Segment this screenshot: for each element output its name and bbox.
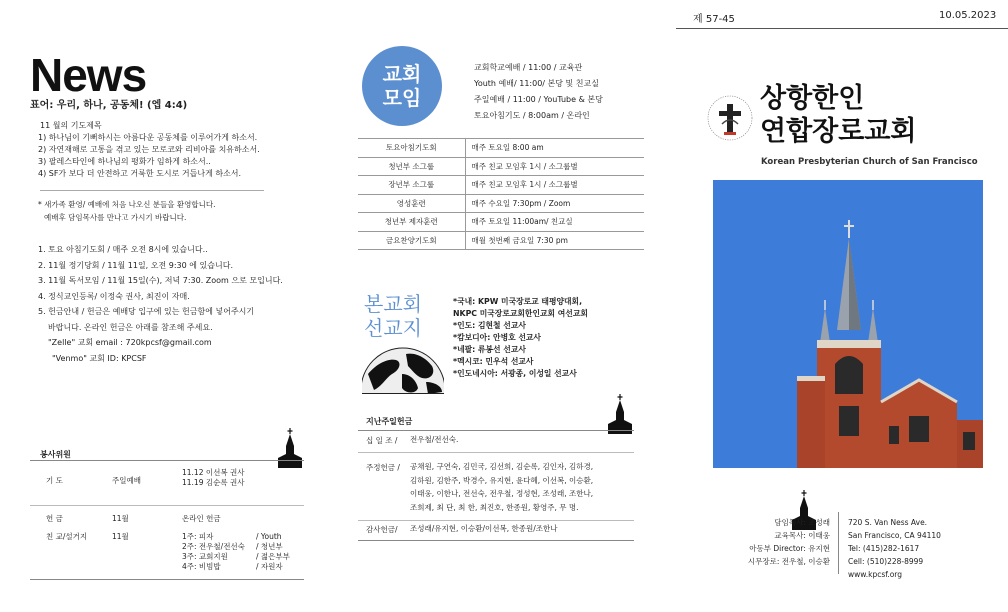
mission-title-line: 선교지 xyxy=(364,316,422,340)
prayer-item: 4) SF가 보다 더 안전하고 거룩한 도시로 거듭나게 하소서. xyxy=(38,169,242,178)
table-cell: 청년부 소그룹 xyxy=(358,157,465,176)
mission-item: *국내: KPW 미국장로교 태평양대회, xyxy=(453,297,583,306)
badge-line: 교회 xyxy=(382,62,422,86)
address-line: 720 S. Van Ness Ave. xyxy=(848,518,928,527)
mission-list xyxy=(453,296,588,380)
notice-item: 1. 토요 아침기도회 / 매주 오전 8시에 있습니다.. xyxy=(38,245,208,254)
staff-item: 아동부 Director: 유지현 xyxy=(749,544,830,553)
welcome-line: * 새가족 환영/ 예배에 처음 나오신 분들을 환영합니다. xyxy=(38,200,216,209)
offering-names: 전우철/전선숙. xyxy=(410,435,459,444)
notice-continuation: 바랍니다. 온라인 헌금은 아래를 참조해 주세요. xyxy=(48,322,213,332)
serve-group: / 자원자 xyxy=(256,562,283,571)
notice-list xyxy=(38,242,300,366)
header-rule xyxy=(676,28,1008,29)
mission-item: NKPC 미국장로교회한인교회 여선교회 xyxy=(453,309,588,318)
prayer-item: 1) 하나님이 기뻐하시는 아름다운 공동체를 이루어가게 하소서. xyxy=(38,133,258,142)
church-photo xyxy=(713,180,983,468)
serve-rule xyxy=(30,460,304,461)
staff-item: 담임목사: 조성래 xyxy=(774,518,830,527)
notice-item: 2. 11월 정기당회 / 11월 11일, 오전 9:30 에 있습니다. xyxy=(38,260,233,270)
news-title: News xyxy=(30,49,147,101)
table-cell: 장년부 소그룹 xyxy=(358,176,465,195)
church-name xyxy=(760,82,917,148)
prayer-section xyxy=(38,120,288,180)
mission-item: *인도: 김현철 선교사 xyxy=(453,321,526,330)
serve-sub: 11월 xyxy=(112,532,129,541)
welcome-note xyxy=(38,198,216,224)
table-cell: 매주 수요일 7:30pm / Zoom xyxy=(465,194,644,213)
serve-role: 기 도 xyxy=(46,476,63,485)
table-cell: 매주 친교 모임후 1시 / 소그룹별 xyxy=(465,176,644,195)
offering-label: 주정헌금 / xyxy=(366,463,400,472)
church-name-line: 연합장로교회 xyxy=(760,116,917,147)
contact-info xyxy=(848,516,941,581)
table-cell: 매주 토요일 11:00am/ 친교실 xyxy=(465,213,644,232)
church-silhouette-icon xyxy=(606,394,634,434)
serve-sub: 11월 xyxy=(112,514,129,523)
table-row xyxy=(358,139,644,158)
worship-time: 교회학교예배 / 11:00 / 교육관 xyxy=(474,63,583,72)
serve-line: 온라인 헌금 xyxy=(182,514,221,523)
notice-item: 5. 헌금안내 / 헌금은 예배당 입구에 있는 헌금함에 넣어주시기 xyxy=(38,307,255,316)
mission-title xyxy=(364,292,422,340)
serve-line: 2주: 전우철/전선숙 xyxy=(182,542,245,551)
table-row xyxy=(358,213,644,232)
cell-phone: Cell: (510)228-8999 xyxy=(848,557,924,566)
notice-item: 3. 11월 독서모임 / 11월 15일(수), 저녁 7:30. Zoom 으로 모입니다. xyxy=(38,276,283,285)
serve-group: / 젊은부부 xyxy=(256,552,290,561)
offering-label: 감사헌금/ xyxy=(366,525,398,534)
serve-line: 4주: 비빔밥 xyxy=(182,562,221,571)
offering-names: 조희제, 최 단, 최 한, 최진호, 한종원, 황영주, 무 명. xyxy=(410,502,579,512)
mission-item: *멕시코: 민우석 선교사 xyxy=(453,357,534,366)
phone: Tel: (415)282-1617 xyxy=(848,544,920,553)
staff-list xyxy=(700,516,830,568)
serve-role: 친 교/설거지 xyxy=(46,532,88,541)
offering-names: 공채원, 구연숙, 김민국, 김선희, 김순록, 김인자, 김하경, xyxy=(410,462,594,471)
address-line: San Francisco, CA 94110 xyxy=(848,531,941,540)
table-row xyxy=(358,157,644,176)
worship-time: 주일예배 / 11:00 / YouTube & 본당 xyxy=(474,95,603,104)
serve-line: 11.12 이선복 권사 xyxy=(182,468,245,477)
offering-rule xyxy=(358,452,634,453)
offering-rule xyxy=(358,430,634,431)
issue-date: 10.05.2023 xyxy=(939,10,997,21)
badge-line: 모임 xyxy=(382,86,422,110)
table-cell: 청년부 제자훈련 xyxy=(358,213,465,232)
serve-rule xyxy=(30,579,304,580)
theme-line: 표어: 우리, 하나, 공동체! (엡 4:4) xyxy=(30,100,188,111)
church-english-name: Korean Presbyterian Church of San Francisco xyxy=(761,157,978,167)
serve-line: 11.19 김순록 권사 xyxy=(182,478,245,487)
mission-item: *네팔: 류봉선 선교사 xyxy=(453,345,526,354)
serve-line: 1주: 피자 xyxy=(182,532,214,541)
serve-line: 3주: 교회지원 xyxy=(182,552,228,561)
website-link[interactable]: www.kpcsf.org xyxy=(848,570,903,579)
offering-rule xyxy=(358,520,634,521)
table-cell: 금요찬양기도회 xyxy=(358,231,465,250)
table-cell: 매주 친교 모임후 1시 / 소그룹별 xyxy=(465,157,644,176)
prayer-item: 3) 팔레스타인에 하나님의 평화가 임하게 하소서.. xyxy=(38,157,211,166)
serve-group: / Youth xyxy=(256,532,282,541)
staff-item: 시무장로: 전우철, 이승환 xyxy=(747,557,830,566)
table-cell: 토요아침기도회 xyxy=(358,139,465,158)
table-row xyxy=(358,194,644,213)
serve-heading: 봉사위원 xyxy=(40,450,71,459)
offering-names: 김하원, 김한주, 박경수, 유지현, 윤다혜, 이선복, 이승환, xyxy=(410,475,594,485)
vertical-divider xyxy=(838,512,839,574)
worship-time: Youth 예배/ 11:00/ 본당 및 친교실 xyxy=(474,79,599,88)
offering-names: 이태웅, 이한나, 전선숙, 전우철, 정성현, 조성래, 조한나, xyxy=(410,489,594,498)
table-cell: 영성훈련 xyxy=(358,194,465,213)
church-name-line: 상항한인 xyxy=(760,83,865,114)
mission-item: *인도네시아: 서광종, 이성일 선교사 xyxy=(453,369,577,378)
church-silhouette-icon xyxy=(276,428,304,468)
serve-role: 헌 금 xyxy=(46,514,63,523)
table-cell: 매주 토요일 8:00 am xyxy=(465,139,644,158)
serve-group: / 청년부 xyxy=(256,542,283,551)
divider xyxy=(40,190,264,191)
globe-icon xyxy=(362,344,444,394)
staff-item: 교육목사: 이태웅 xyxy=(774,531,830,540)
table-row xyxy=(358,231,644,250)
meetings-badge xyxy=(362,46,442,126)
worship-times xyxy=(474,60,603,124)
table-row xyxy=(358,176,644,195)
mission-title-line: 본교회 xyxy=(364,292,422,316)
prayer-item: 2) 자연재해로 고통을 겪고 있는 모로코와 리비아를 치유하소서. xyxy=(38,145,260,154)
notice-item: 4. 정식교인등록/ 이정숙 권사, 최진이 자매. xyxy=(38,291,190,301)
table-cell: 매월 첫번째 금요일 7:30 pm xyxy=(465,231,644,250)
prayer-title: 11 월의 기도제목 xyxy=(40,121,102,130)
serve-rule xyxy=(30,505,304,506)
offering-title: 지난주일헌금 xyxy=(366,417,413,426)
worship-time: 토요아침기도 / 8:00am / 온라인 xyxy=(474,111,590,120)
pcusa-seal-logo xyxy=(706,94,754,142)
schedule-table xyxy=(358,138,644,250)
issue-number: 제 57-45 xyxy=(693,14,735,25)
welcome-line: 예배후 담임목사를 만나고 가시기 바랍니다. xyxy=(44,213,187,222)
zelle-info: "Zelle" 교회 email : 720kpcsf@gmail.com xyxy=(48,338,212,347)
offering-names: 조성래/유지현, 이승환/이선복, 한종원/조한나 xyxy=(410,524,558,533)
serve-sub: 주일예배 xyxy=(112,476,141,485)
venmo-info: "Venmo" 교회 ID: KPCSF xyxy=(52,353,147,363)
offering-rule xyxy=(358,540,634,541)
offering-label: 십 일 조 / xyxy=(366,436,398,445)
mission-item: *캄보디아: 안병호 선교사 xyxy=(453,333,541,342)
